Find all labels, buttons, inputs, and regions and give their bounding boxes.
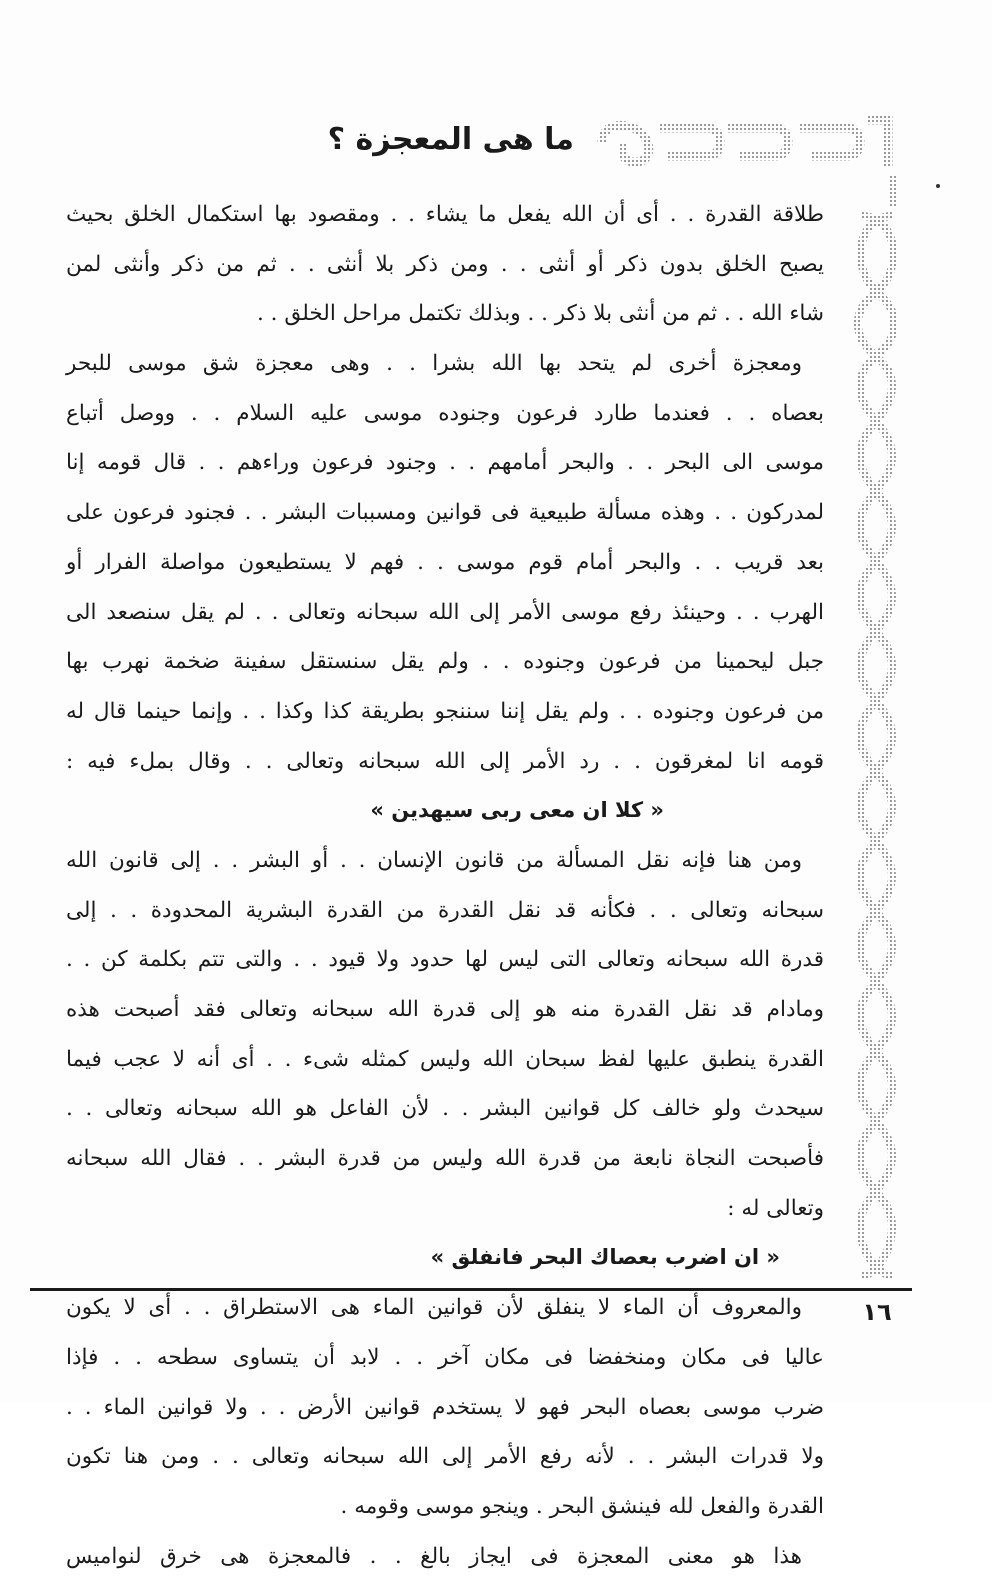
quotation-line: « كلا ان معى ربى سيهدين » bbox=[370, 798, 664, 823]
text-line: ومن هنا فإنه نقل المسألة من قانون الإنسان . . أو البشر . . إلى قانون الله bbox=[66, 847, 802, 873]
text-line: والمعروف أن الماء لا ينفلق لأن قوانين الماء هى الاستطراق . . أى لا يكون bbox=[66, 1295, 802, 1321]
text-line: من فرعون وجنوده . . ولم يقل إننا سننجو بطريقة كذا وكذا . . وإنما حينما قال له bbox=[66, 698, 824, 724]
text-line: بعد قريب . . والبحر أمام قوم موسى . . فهم لا يستطيعون مواصلة الفرار أو bbox=[66, 549, 824, 575]
text-line: وتعالى له : bbox=[727, 1195, 824, 1221]
ornament-side-border bbox=[842, 176, 910, 1286]
text-line: ومادام قد نقل القدرة منه هو إلى قدرة الله سبحانه وتعالى فقد أصبحت هذه bbox=[66, 997, 824, 1022]
text-line: سيحدث ولو خالف كل قوانين البشر . . لأن الفاعل هو الله سبحانه وتعالى . . bbox=[66, 1096, 824, 1122]
page-title: ما هى المعجزة ؟ bbox=[327, 122, 574, 157]
text-line: ومعجزة أخرى لم يتحد بها الله بشرا . . وهى معجزة شق موسى للبحر bbox=[66, 351, 802, 377]
text-line: لمدركون . . وهذه مسألة طبيعية فى قوانين ومسببات البشر . . فجنود فرعون على bbox=[66, 500, 824, 526]
text-line: جبل ليحمينا من فرعون وجنوده . . ولم يقل سنستقل سفينة ضخمة نهرب بها bbox=[66, 649, 824, 675]
text-line: هذا هو معنى المعجزة فى ايجاز بالغ . . فالمعجزة هى خرق لنواميس bbox=[66, 1543, 802, 1569]
footer-rule bbox=[30, 1288, 912, 1291]
text-line: قومه انا لمغرقون . . رد الأمر إلى الله سبحانه وتعالى . . وقال بملء فيه : bbox=[66, 748, 824, 774]
text-line: القدرة والفعل لله فينشق البحر . وينجو موسى وقومه . bbox=[340, 1493, 824, 1519]
text-line: موسى الى البحر . . والبحر أمامهم . . وجنود فرعون وراءهم . . قال قومه إنا bbox=[66, 450, 824, 476]
quotation-line: « ان اضرب بعصاك البحر فانفلق » bbox=[430, 1245, 780, 1270]
ornament-top-border bbox=[588, 108, 906, 176]
text-line: شاء الله . . ثم من أنثى بلا ذكر . . وبذلك تكتمل مراحل الخلق . . bbox=[257, 301, 824, 327]
scan-speck bbox=[936, 184, 940, 188]
text-line: فأصبحت النجاة نابعة من قدرة الله وليس من قدرة البشر . . فقال الله سبحانه bbox=[66, 1146, 824, 1172]
text-line: ولا قدرات البشر . . لأنه رفع الأمر إلى الله سبحانه وتعالى . . ومن هنا تكون bbox=[66, 1444, 824, 1470]
text-line: طلاقة القدرة . . أى أن الله يفعل ما يشاء . . ومقصود بها استكمال الخلق بحيث bbox=[66, 202, 824, 227]
text-line: سبحانه وتعالى . . فكأنه قد نقل القدرة من القدرة البشرية المحدودة . . إلى bbox=[66, 897, 824, 923]
text-line: الهرب . . وحينئذ رفع موسى الأمر إلى الله سبحانه وتعالى . . لم يقل سنصعد الى bbox=[66, 599, 824, 625]
page-number: ١٦ bbox=[862, 1298, 892, 1326]
text-line: ضرب موسى بعصاه البحر فهو لا يستخدم قوانين الأرض . . ولا قوانين الماء . . bbox=[66, 1394, 824, 1420]
text-line: يصبح الخلق بدون ذكر أو أنثى . . ومن ذكر بلا أنثى . . ثم من ذكر وأنثى لمن bbox=[66, 251, 824, 277]
text-line: بعصاه . . فعندما طارد فرعون وجنوده موسى عليه السلام . . ووصل أتباع bbox=[66, 400, 824, 426]
body-text bbox=[66, 190, 824, 1581]
text-line: عاليا فى مكان ومنخفضا فى مكان آخر . . لابد أن يتساوى سطحه . . فإذا bbox=[66, 1344, 824, 1370]
text-line: قدرة الله سبحانه وتعالى التى ليس لها حدود ولا قيود . . والتى تتم بكلمة كن . . bbox=[66, 947, 824, 973]
text-line: القدرة ينطبق عليها لفظ سبحان الله وليس كمثله شىء . . أى أنه لا عجب فيما bbox=[66, 1046, 824, 1072]
